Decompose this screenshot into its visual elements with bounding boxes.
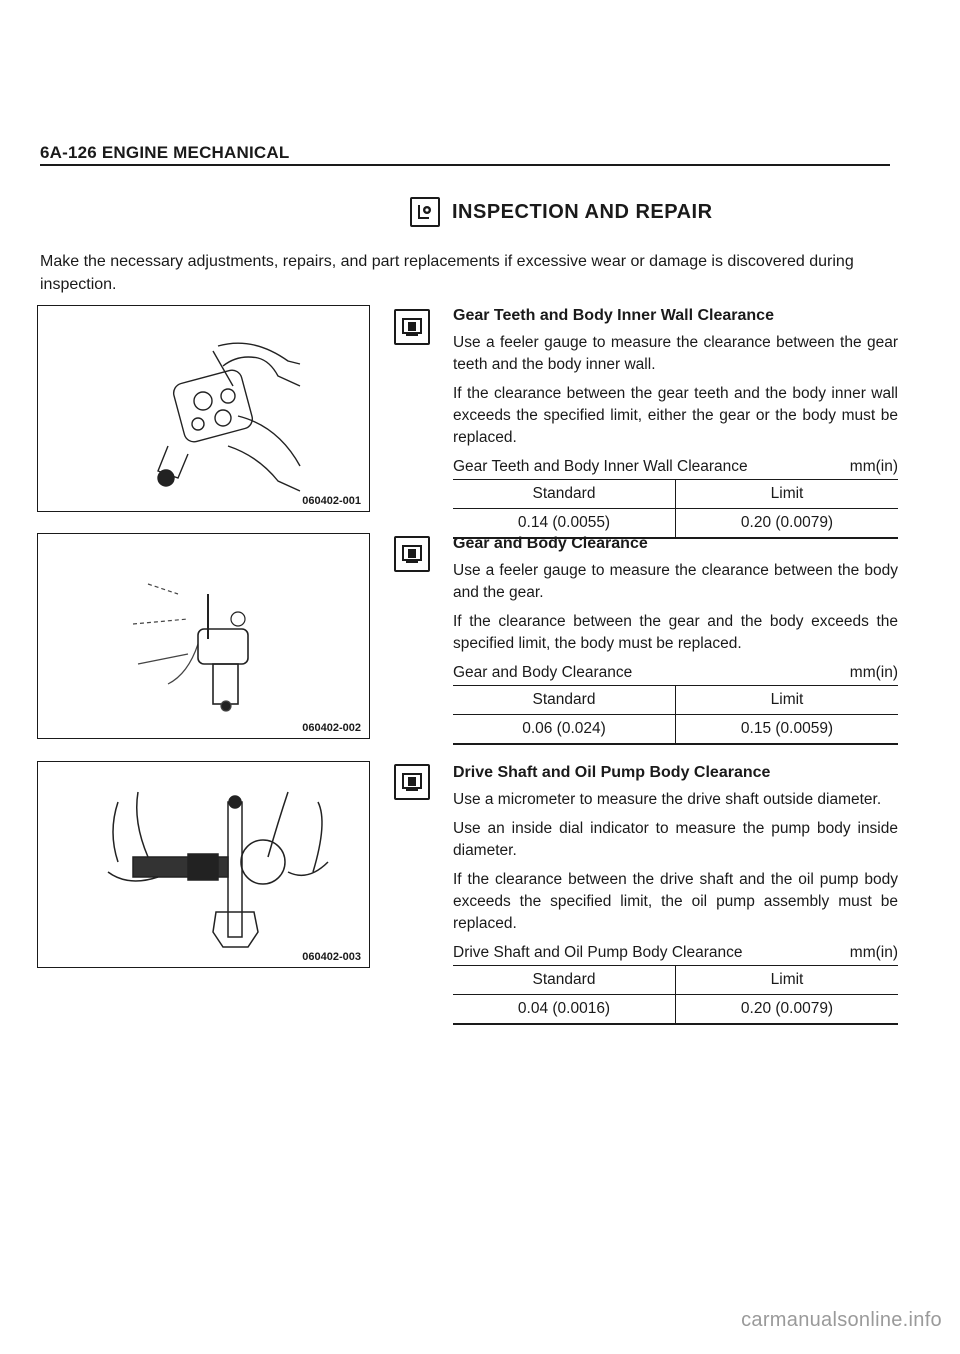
figure-3: [37, 761, 370, 968]
block-title: Gear and Body Clearance: [453, 535, 648, 552]
block-paragraph: If the clearance between the gear teeth and the body inner wall exceeds the specified limit, either the gear or the body must be replaced.: [453, 385, 898, 446]
spec-heading: [453, 456, 898, 480]
spec-table: [453, 480, 898, 539]
feeler-gauge-icon: [394, 309, 430, 345]
spec-table: [453, 966, 898, 1025]
limit-value: 0.20 (0.0079): [676, 995, 899, 1025]
column-header-standard: Standard: [453, 480, 676, 509]
column-header-limit: Limit: [676, 686, 899, 715]
block-paragraph: Use a micrometer to measure the drive shaft outside diameter.: [453, 791, 882, 808]
spec-label: Gear Teeth and Body Inner Wall Clearance: [453, 458, 748, 475]
column-header-standard: Standard: [453, 966, 676, 995]
inspection-block-2: [453, 533, 898, 745]
spec-table: [453, 686, 898, 745]
feeler-gauge-icon: [394, 536, 430, 572]
spec-unit: mm(in): [849, 944, 898, 961]
block-paragraph: Use an inside dial indicator to measure the pump body inside diameter.: [453, 820, 898, 859]
limit-value: 0.15 (0.0059): [676, 715, 899, 745]
watermark: carmanualsonline.info: [741, 1309, 942, 1331]
figure-code: 060402-002: [302, 722, 361, 734]
intro-text: Make the necessary adjustments, repairs, and part replacements if excessive wear or damage is discovered during inspection.: [40, 253, 854, 293]
figure-1-illustration: [38, 306, 369, 511]
section-title-label: INSPECTION AND REPAIR: [452, 200, 713, 223]
figure-3-illustration: [38, 762, 369, 967]
figure-1: [37, 305, 370, 512]
standard-value: 0.04 (0.0016): [453, 995, 676, 1025]
figure-2: [37, 533, 370, 739]
page-header: 6A-126 ENGINE MECHANICAL: [40, 143, 290, 162]
block-paragraph: If the clearance between the drive shaft and the oil pump body exceeds the specified limit, the oil pump assembly must be replaced.: [453, 871, 898, 932]
inspection-block-1: [453, 305, 898, 539]
limit-value: 0.20 (0.0079): [676, 509, 899, 539]
standard-value: 0.06 (0.024): [453, 715, 676, 745]
figure-2-illustration: [38, 534, 369, 738]
spec-label: Gear and Body Clearance: [453, 664, 633, 681]
spec-heading: [453, 662, 898, 686]
inspection-icon: [410, 197, 440, 227]
spec-unit: mm(in): [849, 664, 898, 681]
spec-label: Drive Shaft and Oil Pump Body Clearance: [453, 944, 743, 961]
column-header-limit: Limit: [676, 480, 899, 509]
column-header-standard: Standard: [453, 686, 676, 715]
block-paragraph: Use a feeler gauge to measure the clearance between the body and the gear.: [453, 562, 898, 601]
figure-code: 060402-003: [302, 951, 361, 963]
figure-code: 060402-001: [302, 495, 361, 507]
block-title: Drive Shaft and Oil Pump Body Clearance: [453, 764, 771, 781]
standard-value: 0.14 (0.0055): [453, 509, 676, 539]
block-paragraph: If the clearance between the gear and the body exceeds the specified limit, the body must be replaced.: [453, 613, 898, 652]
spec-unit: mm(in): [849, 458, 898, 475]
inspection-block-3: [453, 762, 898, 1025]
header-rule: [40, 164, 890, 166]
micrometer-icon: [394, 764, 430, 800]
block-paragraph: Use a feeler gauge to measure the clearance between the gear teeth and the body inner wall.: [453, 334, 898, 373]
column-header-limit: Limit: [676, 966, 899, 995]
spec-heading: [453, 942, 898, 966]
section-title: [410, 197, 713, 227]
block-title: Gear Teeth and Body Inner Wall Clearance: [453, 307, 774, 324]
